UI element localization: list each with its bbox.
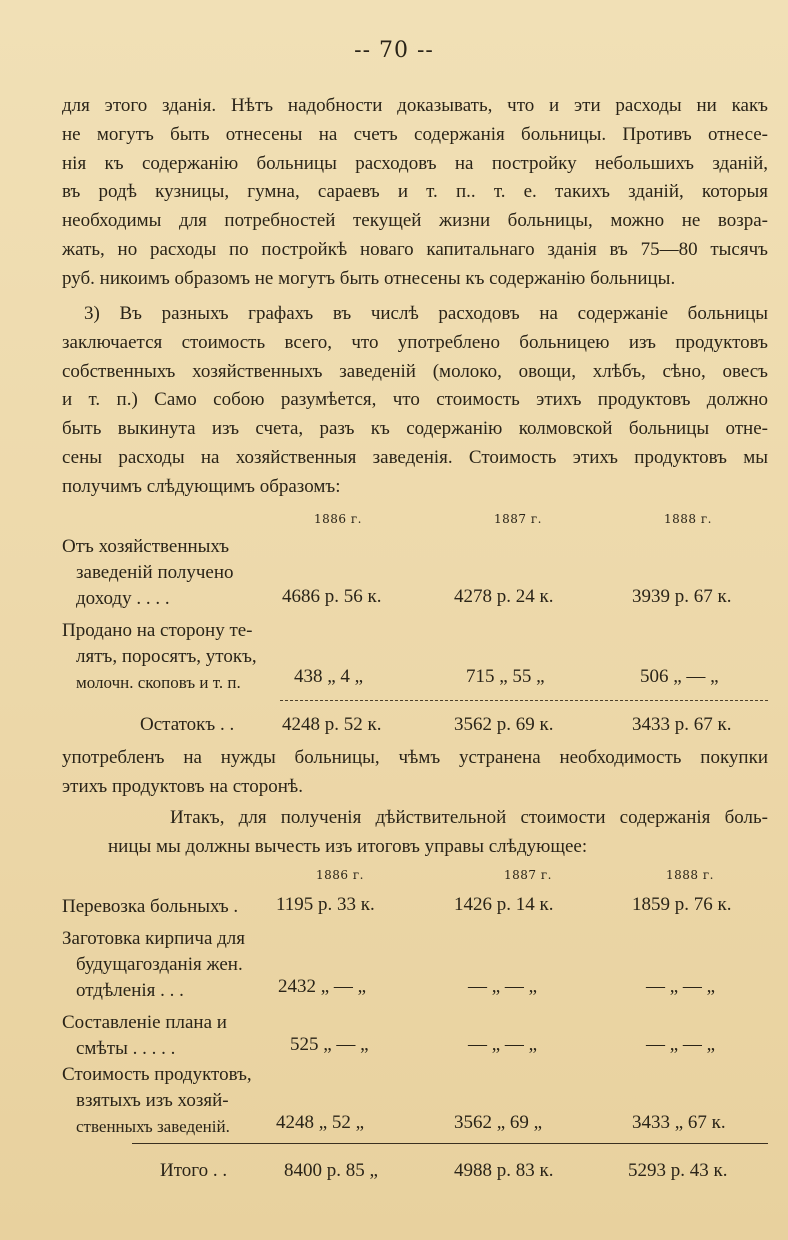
value-cell: 5293 р. 43 к. bbox=[628, 1160, 728, 1181]
text-line: и т. п.) Само собою разумѣется, что стоимость этихъ продуктовъ должно bbox=[62, 389, 768, 411]
text-line: 3) Въ разныхъ графахъ въ числѣ расходовъ на содержаніе больницы bbox=[84, 303, 768, 324]
value-cell: 438 „ 4 „ bbox=[294, 666, 364, 687]
paragraph-3 bbox=[62, 744, 768, 802]
text-line: собственныхъ хозяйственныхъ заведеній (молоко, овощи, хлѣбъ, сѣно, овесъ bbox=[62, 360, 768, 382]
text-line: заключается стоимость всего, что употреблено больницею изъ продуктовъ bbox=[62, 331, 768, 353]
row-label-line: отдѣленія . . . bbox=[76, 980, 184, 1001]
value-cell: 715 „ 55 „ bbox=[466, 666, 545, 687]
value-cell: — „ — „ bbox=[646, 976, 716, 997]
year-label: 1888 г. bbox=[664, 512, 712, 526]
text-line: жать, но расходы по постройкѣ новаго капитальнаго зданія въ 75—80 тысячъ bbox=[62, 238, 768, 260]
text-line: употребленъ на нужды больницы, чѣмъ устранена необходимость покупки bbox=[62, 747, 768, 768]
value-cell: 1195 р. 33 к. bbox=[276, 894, 375, 915]
row-label-line: будущагозданія жен. bbox=[76, 954, 243, 975]
value-cell: — „ — „ bbox=[468, 1034, 538, 1055]
paragraph-2 bbox=[62, 300, 768, 502]
year-label: 1887 г. bbox=[504, 868, 552, 882]
text-line: быть выкинута изъ счета, разъ къ содержанію колмовской больницы отне- bbox=[62, 418, 768, 440]
row-label-line: Стоимость продуктовъ, bbox=[62, 1064, 252, 1085]
value-cell: 3562 „ 69 „ bbox=[454, 1112, 543, 1133]
row-label-line: доходу . . . . bbox=[76, 588, 170, 609]
value-cell: 4988 р. 83 к. bbox=[454, 1160, 554, 1181]
row-label bbox=[62, 534, 280, 612]
text-line: необходимы для потребностей текущей жизни больницы, можно не возра- bbox=[62, 210, 768, 232]
value-cell: 4248 р. 52 к. bbox=[282, 714, 382, 735]
value-cell: 3939 р. 67 к. bbox=[632, 586, 732, 607]
row-label-line: взятыхъ изъ хозяй- bbox=[76, 1090, 229, 1111]
table-row bbox=[62, 1062, 768, 1142]
value-cell: — „ — „ bbox=[646, 1034, 716, 1055]
text-line: Итакъ, для полученія дѣйствительной стоимости содержанія боль- bbox=[170, 807, 768, 828]
table-row bbox=[62, 534, 768, 614]
table-row bbox=[62, 1010, 768, 1066]
total-label: Остатокъ . . bbox=[140, 714, 235, 735]
sum-line bbox=[280, 700, 768, 701]
value-cell: 525 „ — „ bbox=[290, 1034, 369, 1055]
total-label: Итого . . bbox=[160, 1160, 228, 1181]
value-cell: 4278 р. 24 к. bbox=[454, 586, 554, 607]
value-cell: 1859 р. 76 к. bbox=[632, 894, 732, 915]
sum-line bbox=[132, 1143, 768, 1144]
row-label-line: лятъ, поросятъ, утокъ, bbox=[76, 646, 257, 667]
total-row bbox=[62, 714, 768, 744]
text-line: руб. никоимъ образомъ не могутъ быть отнесены къ содержанію больницы. bbox=[62, 267, 676, 289]
row-label bbox=[62, 618, 280, 696]
row-label-line: Отъ хозяйственныхъ bbox=[62, 536, 230, 557]
text-line: сены расходы на хозяйственныя заведенія. Стоимость этихъ продуктовъ мы bbox=[62, 446, 768, 468]
value-cell: 8400 р. 85 „ bbox=[284, 1160, 378, 1181]
paragraph-1 bbox=[62, 92, 768, 294]
total-row bbox=[62, 1160, 768, 1190]
row-label bbox=[62, 894, 280, 920]
value-cell: 506 „ — „ bbox=[640, 666, 719, 687]
year-label: 1888 г. bbox=[666, 868, 714, 882]
text-line: нія къ содержанію больницы расходовъ на постройку небольшихъ зданій, bbox=[62, 152, 768, 174]
page-number: -- 70 -- bbox=[354, 38, 434, 63]
value-cell: 3562 р. 69 к. bbox=[454, 714, 554, 735]
row-label-line: Заготовка кирпича для bbox=[62, 928, 246, 949]
row-label bbox=[62, 1062, 280, 1140]
text-line: въ родѣ кузницы, гумна, сараевъ и т. п.. т. е. такихъ зданій, которыя bbox=[62, 181, 768, 203]
text-line: получимъ слѣдующимъ образомъ: bbox=[62, 475, 341, 497]
row-label-line: молочн. скоповъ и т. п. bbox=[76, 673, 241, 692]
table-row bbox=[62, 926, 768, 1006]
year-label: 1886 г. bbox=[314, 512, 362, 526]
value-cell: 2432 „ — „ bbox=[278, 976, 367, 997]
row-label-line: Составленіе плана и bbox=[62, 1012, 227, 1033]
value-cell: 4248 „ 52 „ bbox=[276, 1112, 365, 1133]
value-cell: 1426 р. 14 к. bbox=[454, 894, 554, 915]
row-label-line: заведеній получено bbox=[76, 562, 234, 583]
row-label-line: смѣты . . . . . bbox=[76, 1038, 176, 1059]
value-cell: — „ — „ bbox=[468, 976, 538, 997]
value-cell: 3433 „ 67 к. bbox=[632, 1112, 726, 1133]
text-line: для этого зданія. Нѣтъ надобности доказывать, что и эти расходы ни какъ bbox=[62, 95, 768, 116]
table-row bbox=[62, 894, 768, 924]
text-line: ницы мы должны вычесть изъ итоговъ управы слѣдующее: bbox=[108, 835, 588, 857]
row-label-line: ственныхъ заведеній. bbox=[76, 1117, 230, 1136]
row-label-line: Перевозка больныхъ . bbox=[62, 896, 239, 917]
table-row bbox=[62, 618, 768, 698]
text-line: этихъ продуктовъ на сторонѣ. bbox=[62, 775, 303, 797]
row-label-line: Продано на сторону те- bbox=[62, 620, 253, 641]
paragraph-4 bbox=[108, 804, 768, 862]
year-label: 1886 г. bbox=[316, 868, 364, 882]
value-cell: 4686 р. 56 к. bbox=[282, 586, 382, 607]
year-label: 1887 г. bbox=[494, 512, 542, 526]
row-label bbox=[62, 1010, 280, 1062]
row-label bbox=[62, 926, 280, 1004]
value-cell: 3433 р. 67 к. bbox=[632, 714, 732, 735]
text-line: не могутъ быть отнесены на счетъ содержанія больницы. Противъ отнесе- bbox=[62, 123, 768, 145]
